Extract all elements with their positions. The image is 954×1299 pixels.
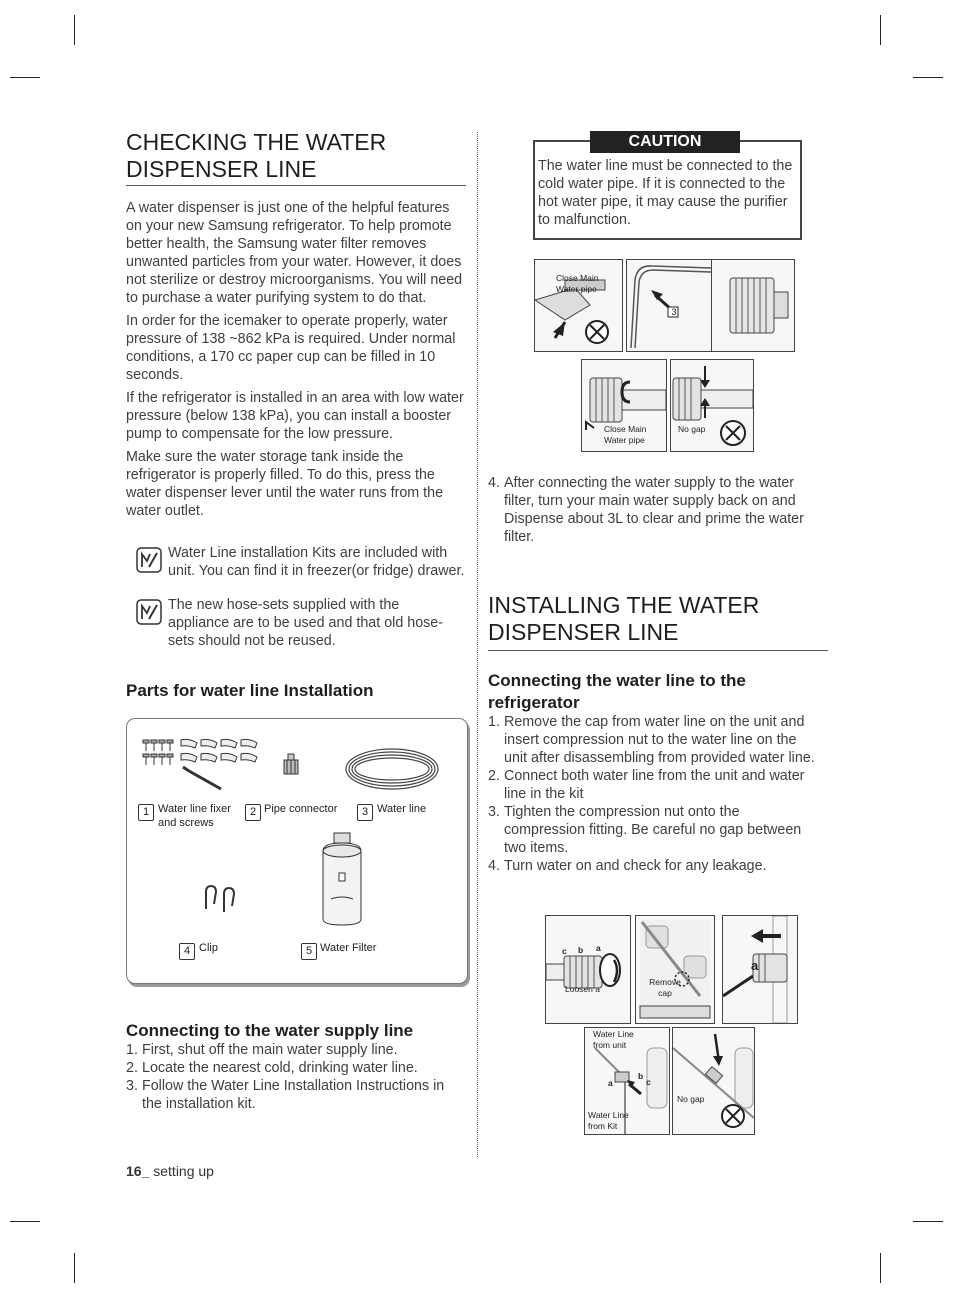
crop-mark xyxy=(913,77,943,78)
list-item: 1. First, shut off the main water supply line. xyxy=(126,1042,398,1058)
note-icon xyxy=(136,547,162,573)
paragraph: A water dispenser is just one of the helpful features on your new Samsung refrigerator. To help promote better health, the Samsung water filter removes unwanted particles from your water. However, it does not sterilize or destroy microorganisms. You will need to purchase a water purifying system to do that. xyxy=(126,200,463,306)
title-rule xyxy=(126,185,466,186)
part-label: Clip xyxy=(199,942,218,954)
step-4-list xyxy=(488,474,818,546)
figure-label: c xyxy=(646,1077,651,1087)
water-filter-image xyxy=(317,831,367,927)
figure-label: Water Line from Kit xyxy=(588,1110,629,1131)
paragraph: If the refrigerator is installed in an area with low water pressure (below 138 kPa), you can install a booster pump to compensate for the low pressure. xyxy=(126,390,464,442)
paragraph: In order for the icemaker to operate properly, water pressure of 138 ~862 kPa is required. Under normal conditions, a 170 cc paper cup can be filled in 10 seconds. xyxy=(126,313,456,383)
figure-label: c xyxy=(562,946,567,956)
figure-label: Close Main Water pipe xyxy=(604,424,647,445)
figure-label: a xyxy=(596,943,601,953)
figure-panel xyxy=(584,1027,670,1135)
supply-steps xyxy=(126,1041,466,1113)
parts-box xyxy=(126,718,468,984)
list-item: 2. Connect both water line from the unit and water line in the kit xyxy=(488,768,805,802)
figure-label: No gap xyxy=(677,1094,705,1104)
list-item: 4. After connecting the water supply to the water filter, turn your main water supply back on and Dispense about 3L to clear and prime the water filter. xyxy=(488,475,804,545)
list-item: 3. Tighten the compression nut onto the compression fitting. Be careful no gap between two items. xyxy=(488,804,802,856)
clip-image xyxy=(202,884,242,914)
figure-label: Remove cap xyxy=(649,977,681,998)
note-text: The new hose-sets supplied with the appliance are to be used and that old hose-sets should not be reused. xyxy=(168,597,444,649)
figure-label: Loosen a xyxy=(565,984,600,994)
part-label: Water Filter xyxy=(320,942,377,954)
figure-label: Water Line from unit xyxy=(593,1029,634,1050)
pipe-connector-image xyxy=(282,753,302,777)
column-divider xyxy=(477,132,478,1157)
fitting-illustration xyxy=(712,260,794,351)
list-item: 3. Follow the Water Line Installation Instructions in the installation kit. xyxy=(126,1078,445,1112)
crop-mark xyxy=(74,15,75,45)
note-icon xyxy=(136,599,162,625)
footer-section: setting up xyxy=(153,1163,214,1179)
list-item: 1. Remove the cap from water line on the unit and insert compression nut to the water line on the unit after disassembling from provided water line. xyxy=(488,714,815,766)
no-gap-connection-illustration xyxy=(673,1028,754,1134)
crop-mark xyxy=(880,1253,881,1283)
part-number: 1 xyxy=(138,804,154,821)
screws-image xyxy=(141,737,266,792)
part-label: Pipe connector xyxy=(264,803,338,815)
caution-label: CAUTION xyxy=(590,131,740,153)
crop-mark xyxy=(74,1253,75,1283)
parts-heading: Parts for water line Installation xyxy=(126,681,374,700)
insert-nut-illustration xyxy=(723,916,797,1023)
pipe-illustration xyxy=(627,260,711,351)
figure-label: a xyxy=(751,958,759,973)
figure-panel xyxy=(711,259,795,352)
intro-text xyxy=(126,199,468,520)
caution-text: The water line must be connected to the cold water pipe. If it is connected to the hot water pipe, it may cause the purifier to malfunction. xyxy=(538,158,793,228)
figure-label: Close Main Water pipe xyxy=(556,273,599,294)
crop-mark xyxy=(880,15,881,45)
part-number: 3 xyxy=(357,804,373,821)
figure-number: 3 xyxy=(671,307,677,317)
crop-mark xyxy=(913,1221,943,1222)
paragraph: Make sure the water storage tank inside the refrigerator is properly filled. To do this, press the water dispenser lever until the water runs from the water outlet. xyxy=(126,449,444,519)
caution-box xyxy=(533,140,802,240)
page-number: 16_ xyxy=(126,1163,150,1179)
supply-heading: Connecting to the water supply line xyxy=(126,1021,414,1040)
figure-panel xyxy=(722,915,798,1024)
title-rule xyxy=(488,650,828,651)
figure-label: b xyxy=(578,945,584,955)
connect-heading: Connecting the water line to the refrigerator xyxy=(488,671,746,712)
water-line-image xyxy=(342,745,442,795)
page-footer xyxy=(126,1163,214,1179)
part-number: 5 xyxy=(301,943,317,960)
part-number: 4 xyxy=(179,943,195,960)
note-text: Water Line installation Kits are included with unit. You can find it in freezer(or fridge) drawer. xyxy=(168,545,465,579)
figure-panel xyxy=(581,359,667,452)
remove-cap-illustration xyxy=(636,916,714,1023)
list-item: 2. Locate the nearest cold, drinking water line. xyxy=(126,1060,418,1076)
connect-steps xyxy=(488,713,823,875)
figure-panel xyxy=(534,259,623,352)
crop-mark xyxy=(10,77,40,78)
part-number: 2 xyxy=(245,804,261,821)
list-item: 4. Turn water on and check for any leakage. xyxy=(488,858,767,874)
figure-panel xyxy=(635,915,715,1024)
no-gap-illustration xyxy=(671,360,753,451)
crop-mark xyxy=(10,1221,40,1222)
loosen-illustration xyxy=(546,916,630,1023)
section-title-installing: INSTALLING THE WATER DISPENSER LINE xyxy=(488,592,760,645)
figure-panel xyxy=(626,259,712,352)
part-label: Water line fixer and screws xyxy=(158,803,231,829)
figure-label: a xyxy=(608,1078,613,1088)
section-title-checking: CHECKING THE WATER DISPENSER LINE xyxy=(126,129,387,182)
figure-label: b xyxy=(638,1071,644,1081)
figure-panel xyxy=(670,359,754,452)
figure-panel xyxy=(545,915,631,1024)
figure-label: No gap xyxy=(678,424,706,434)
part-label: Water line xyxy=(377,803,427,815)
figure-panel xyxy=(672,1027,755,1135)
